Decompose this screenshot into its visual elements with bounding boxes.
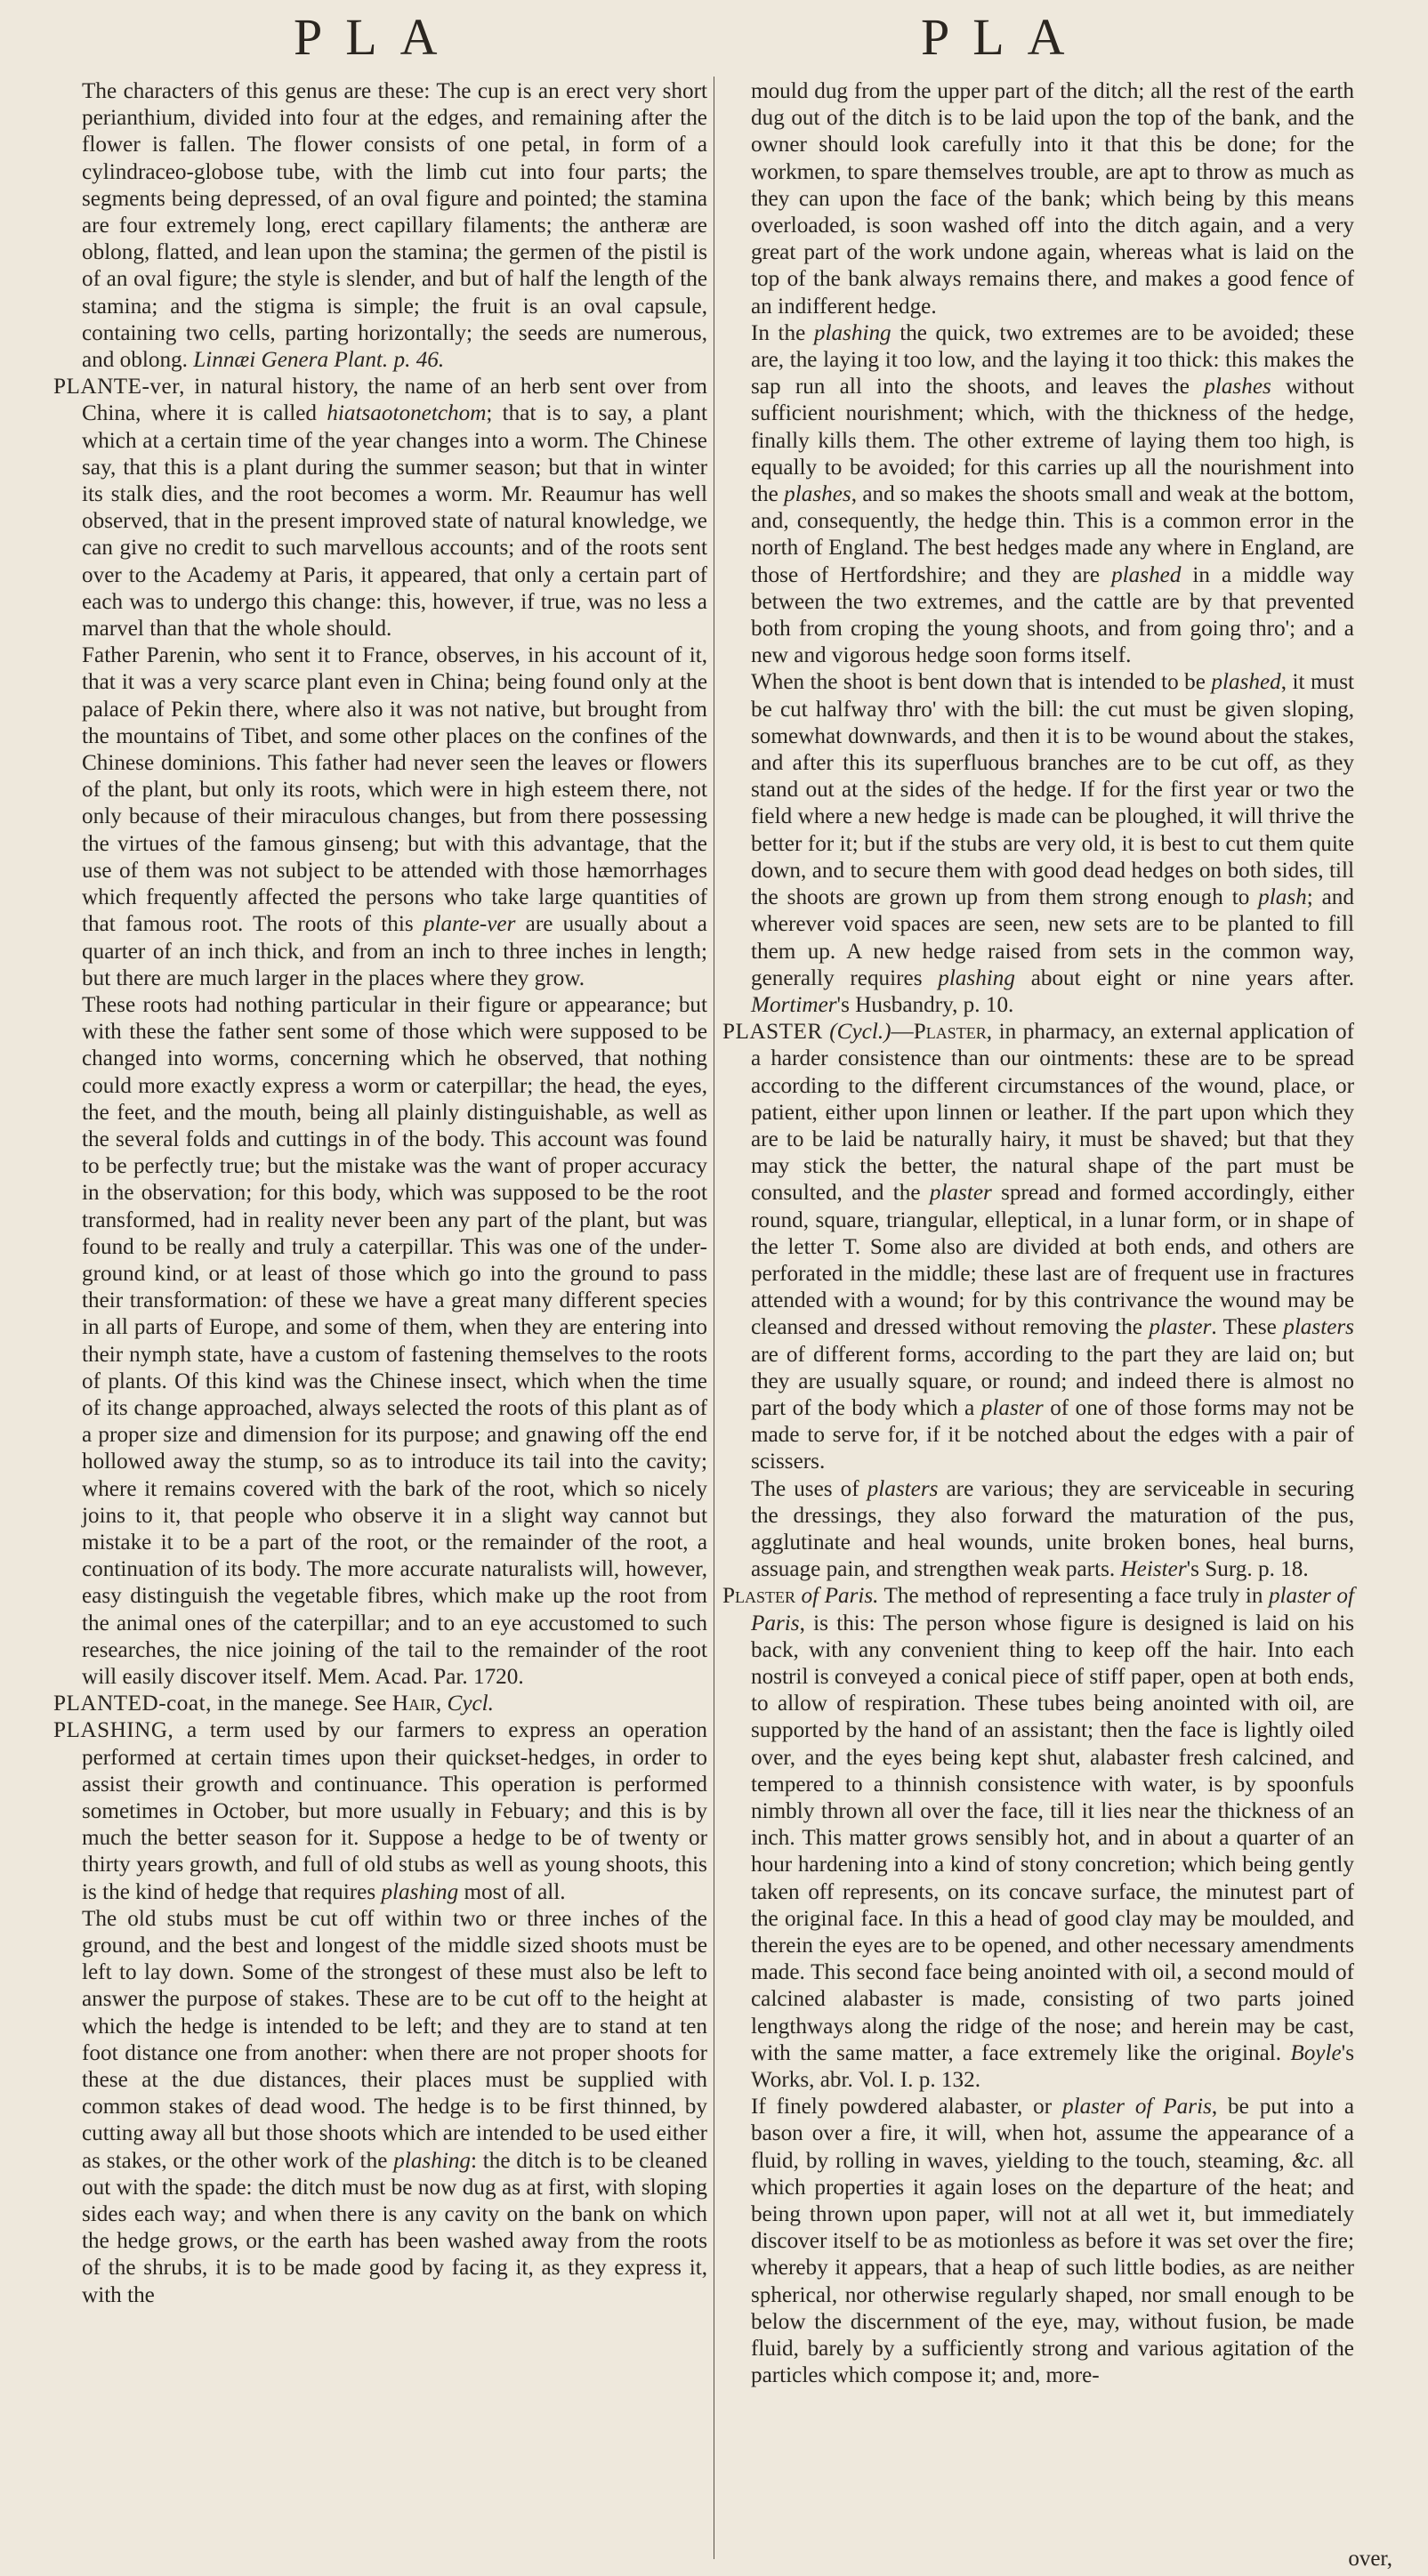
citation: Linnæi Genera Plant. p. 46.	[193, 348, 445, 373]
running-head-left: PLA	[294, 8, 461, 66]
citation: Mortimer	[751, 992, 837, 1017]
citation: Heister	[1120, 1557, 1187, 1582]
paragraph: When the shoot is bent down that is intended to be plashed, it must be cut halfway thro' with the bill: the cut must be given sloping, somewhat downwards, and then it is to be wound about the stakes, and after this its superfluous branches are to be cut off, as they stand out at the sides of the hedge. If for the first year or two the field where a new hedge is made can be ploughed, it will thrive the better for it; but if the stubs are very old, it is best to cut them quite down, and to secure them with good dead hedges on both sides, till the shoots are grown up from them strong enough to plash; and wherever void spaces are seen, new sets are to be planted to fill them up. A new hedge raised from sets in the common way, generally requires plashing about eight or nine years after. Mortimer's Husbandry, p. 10.	[751, 670, 1354, 1017]
entry-plaster-of-paris: Plaster of Paris. The method of representing a face truly in plaster of Paris, is this: The person whose figure is designed is laid on his back, with any convenient thing to keep off the hair. Into each nostril is conveyed a conical piece of stiff paper, open at both ends, to allow of respiration. These tubes being anointed with oil, are supported by the hand of an assistant; then the face is lightly oiled over, and the eyes being kept shut, alabaster fresh calcined, and tempered to a thinnish consistence with water, is by spoonfuls nimbly thrown all over the face, till it lies near the thickness of an inch. This matter grows sensibly hot, and in about a quarter of an hour hardening into a kind of stony concretion; which being gently taken off represents, on its concave surface, the minutest part of the original face. In this a head of good clay may be moulded, and therein the eyes are to be opened, and other necessary amendments made. This second face being anointed with oil, a second mould of calcined alabaster is made, consisting of two parts joined lengthways along the ridge of the nose; and herein may be cast, with the same matter, a face extremely like the original. Boyle's Works, abr. Vol. I. p. 132.	[722, 1584, 1354, 2093]
entry-headword: PLASTER	[722, 1020, 823, 1045]
entry-headword: PLASHING,	[53, 1718, 174, 1743]
entry-headword: PLANTE-ver,	[53, 375, 185, 400]
left-column	[53, 78, 707, 2309]
entry-planted-coat: PLANTED-coat, in the manege. See Hair, Cycl.	[53, 1692, 494, 1716]
paragraph: Father Parenin, who sent it to France, observes, in his account of it, that it was a very scarce plant even in China; being found only at the palace of Pekin there, where also it was not native, but brought from the mountains of Tibet, and some other places on the confines of the Chinese dominions. This father had never seen the leaves or flowers of the plant, but only its roots, which were in high esteem there, not only because of their miraculous changes, but from there possessing the virtues of the famous ginseng; but with this advantage, that the use of them was not subject to be attended with those hæmorrhages which frequently affected the persons who take large quantities of that famous root. The roots of this plante-ver are usually about a quarter of an inch thick, and from an inch to three inches in length; but there are much larger in the places where they grow.	[82, 643, 707, 990]
entry-plante-ver: PLANTE-ver, in natural history, the name of an herb sent over from China, where it is called hiatsaotonetchom; that is to say, a plant which at a certain time of the year changes into a worm. The Chinese say, that this is a plant during the summer season; but that in winter its stalk dies, and the root becomes a worm. Mr. Reaumur has well observed, that in the present improved state of natural knowledge, we can give no credit to such marvellous accounts; and of the roots sent over to the Academy at Paris, it appeared, that only a certain part of each was to undergo this change: this, however, if true, was no less a marvel than that the whole should.	[53, 375, 708, 642]
entry-headword: Plaster	[722, 1584, 796, 1609]
genus-characters-paragraph: The characters of this genus are these: The cup is an erect very short perianthium, divided into four at the edges, and remaining after the flower is fallen. The flower consists of one petal, in form of a cylindraceo-globose tube, with the limb cut into four parts; the segments being depressed, of an oval figure and pointed; the stamina are four extremely long, erect capillary filaments; the antheræ are oblong, flatted, and lean upon the stamina; the germen of the pistil is of an oval figure; the style is slender, and but of half the length of the stamina; and the stigma is simple; the fruit is an oval capsule, containing two cells, parting horizontally; the seeds are numerous, and oblong. Linnæi Genera Plant. p. 46.	[82, 79, 707, 373]
paragraph: The old stubs must be cut off within two or three inches of the ground, and the best and longest of the middle sized shoots must be left to lay down. Some of the strongest of these must also be left to answer the purpose of stakes. These are to be cut off to the height at which the hedge is intended to be left; and they are to stand at ten foot distance one from another: when there are not proper shoots for these at the due distances, their places must be supplied with common stakes of dead wood. The hedge is to be first thinned, by cutting away all but those shoots which are intended to be used either as stakes, or the other work of the plashing: the ditch is to be cleaned out with the spade: the ditch must be now dug as at first, with sloping sides each way; and when there is any cavity on the bank on which the hedge grows, or the earth has been washed away from the roots of the shrubs, it is to be made good by facing it, as they express it, with the	[82, 1906, 707, 2307]
right-column	[722, 78, 1354, 2389]
paragraph: mould dug from the upper part of the ditch; all the rest of the earth dug out of the ditch is to be laid upon the top of the bank, and the owner should look carefully into it that this be done; for the workmen, to spare themselves trouble, are apt to throw as much as they can upon the face of the bank; which being by this means overloaded, is soon washed off into the ditch again, and a very great part of the work undone again, whereas what is laid on the top of the bank always remains there, and makes a good fence of an indifferent hedge.	[751, 79, 1354, 319]
entry-headword: PLANTED-coat,	[53, 1692, 212, 1716]
paragraph: In the plashing the quick, two extremes are to be avoided; these are, the laying it too low, and the laying it too thick: this makes the sap run all into the shoots, and leaves the plashes without sufficient nourishment; which, with the thickness of the hedge, finally kills them. The other extreme of laying them too high, is equally to be avoided; for this carries up all the nourishment into the plashes, and so makes the shoots small and weak at the bottom, and, consequently, the hedge thin. This is a common error in the north of England. The best hedges made any where in England, are those of Hertfordshire; and they are plashed in a middle way between the two extremes, and the cattle are by that prevented both from croping the young shoots, and from going thro'; and a new and vigorous hedge soon forms itself.	[751, 320, 1355, 668]
catchword: over,	[1348, 2547, 1392, 2571]
paragraph: These roots had nothing particular in their figure or appearance; but with these the father sent some of those which were supposed to be changed into worms, concerning which he observed, that nothing could more exactly express a worm or caterpillar; the head, the eyes, the feet, and the mouth, being all plainly distinguishable, as well as the several folds and cuttings in of the body. This account was found to be perfectly true; but the mistake was the want of proper accuracy in the observation; for this body, which was supposed to be the root transformed, had in reality never been any part of the plant, but was found to be really and truly a caterpillar. This was one of the under-ground kind, or at least of those which go into the ground to pass their transformation: of these we have a great many different species in all parts of Europe, and some of them, when they are entering into their nymph state, have a custom of fastening themselves to the roots of plants. Of this kind was the Chinese insect, which when the time of its change approached, always selected the roots of this plant as of a proper size and dimension for its purpose; and gnawing off the end hollowed away the stump, so as to introduce its tail into the cavity; where it remains covered with the bark of the root, which so nicely joins to it, that people who observe it in a slight way cannot but mistake it to be a part of the root, or the remainder of the root, a continuation of its body. The more accurate naturalists will, however, easy distinguish the vegetable fibres, which make up the root from the animal ones of the caterpillar; and to an eye accustomed to such researches, the nice joining of the tail to the remainder of the root will easily discover itself. Mem. Acad. Par. 1720.	[82, 992, 707, 1689]
paragraph: If finely powdered alabaster, or plaster of Paris, be put into a bason over a fire, it will, when hot, assume the appearance of a fluid, by rolling in waves, yielding to the touch, steaming, &c. all which properties it again loses on the departure of the heat; and being thrown upon paper, will not at all wet it, but immediately discover itself to be as motionless as before it was set over the fire; whereby it appears, that a heap of such little bodies, as are neither spherical, nor otherwise regularly shaped, nor small enough to be below the discernment of the eye, may, without fusion, be made fluid, barely by a sufficiently strong and various agitation of the particles which compose it; and, more-	[751, 2095, 1354, 2388]
paragraph: The uses of plasters are various; they are serviceable in securing the dressings, they also forward the maturation of the pus, agglutinate and heal wounds, unite broken bones, heal burns, assuage pain, and strengthen weak parts. Heister's Surg. p. 18.	[751, 1476, 1354, 1582]
running-head-right: PLA	[921, 8, 1088, 66]
entry-plashing: PLASHING, a term used by our farmers to express an operation performed at certain times upon their quickset-hedges, in order to assist their growth and continuance. This operation is performed sometimes in October, but more usually in Febuary; and this is by much the better season for it. Suppose a hedge to be of twenty or thirty years growth, and full of old stubs as well as young shoots, this is the kind of hedge that requires plashing most of all.	[53, 1718, 707, 1904]
entry-plaster: PLASTER (Cycl.)—Plaster, in pharmacy, an external application of a harder consistence than our ointments: these are to be spread according to the different circumstances of the wound, place, or patient, either upon linnen or leather. If the part upon which they are to be laid be naturally hairy, it must be shaved; but that they may stick the better, the natural shape of the part must be consulted, and the plaster spread and formed accordingly, either round, square, triangular, elleptical, in a lunar form, or in shape of the letter T. Some also are divided at both ends, and others are perforated in the middle; these last are of frequent use in fractures attended with a wound; for by this contrivance the wound may be cleansed and dressed without removing the plaster. These plasters are of different forms, according to the part they are laid on; but they are usually square, or round; and indeed there is almost no part of the body which a plaster of one of those forms may not be made to serve for, if it be notched about the edges with a pair of scissers.	[722, 1020, 1354, 1474]
citation: Mem. Acad. Par. 1720.	[318, 1664, 524, 1689]
citation: Boyle	[1290, 2040, 1342, 2065]
